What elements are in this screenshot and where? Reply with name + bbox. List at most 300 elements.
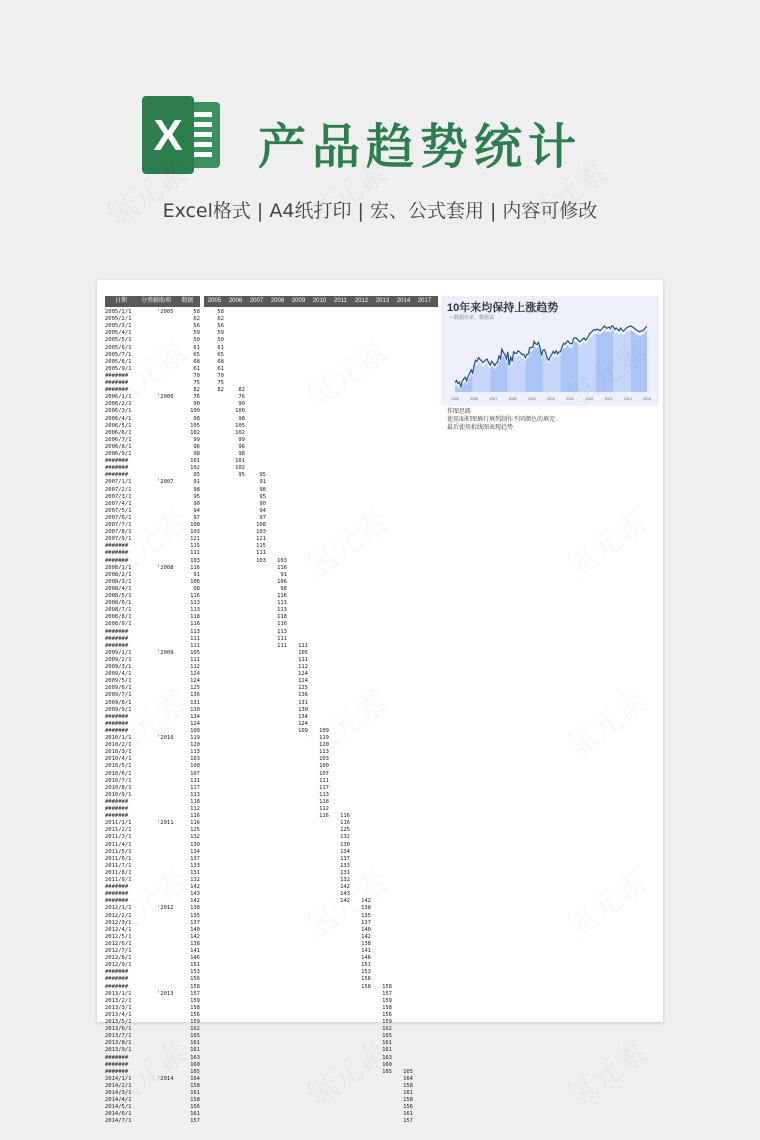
cell-date: 2013/5/1 — [105, 1019, 132, 1025]
cell-date: 2008/8/1 — [105, 614, 132, 621]
cell-date: 2010/9/1 — [105, 791, 132, 798]
cell-date: 2009/4/1 — [105, 671, 132, 678]
x-tick-label: 2010 — [547, 397, 555, 401]
cell-year-value: 164 — [403, 1075, 413, 1082]
cell-year-value: 107 — [319, 770, 329, 777]
table-row — [105, 976, 435, 983]
cell-value: 111 — [190, 635, 200, 642]
cell-date: 2011/1/1 — [105, 820, 132, 827]
cell-year-value: 160 — [382, 1061, 392, 1068]
cell-value: 116 — [190, 621, 200, 628]
cell-year-value: 113 — [319, 791, 329, 798]
cell-value: 132 — [190, 834, 200, 841]
cell-date: 2007/1/1 — [105, 479, 132, 486]
cell-date: ####### — [105, 635, 129, 642]
cell-value: 143 — [190, 891, 200, 898]
left-header-bar — [105, 296, 200, 307]
cell-year-value: 133 — [340, 862, 350, 869]
cell-value: 158 — [190, 1004, 200, 1011]
table-row — [105, 905, 435, 912]
cell-date: 2010/1/1 — [105, 735, 132, 741]
x-tick-label: 2009 — [527, 397, 536, 401]
cell-year-value: 116 — [340, 813, 350, 820]
cell-date: ####### — [105, 727, 129, 734]
cell-year-value: 96 — [238, 443, 245, 450]
year-header-cell: 2014 — [396, 298, 411, 304]
cell-category: '2014 — [157, 1075, 174, 1082]
cell-date: 2013/7/1 — [105, 1033, 132, 1040]
cell-year-value: 109 — [298, 727, 308, 734]
cell-value: 95 — [193, 472, 200, 479]
table-row — [105, 962, 435, 969]
chart-title: 10年来均保持上涨趋势 — [447, 302, 559, 314]
table-row — [105, 671, 435, 678]
cell-year-value: 108 — [256, 522, 266, 528]
cell-date: ####### — [105, 380, 129, 386]
table-row — [105, 827, 435, 834]
cell-value: 62 — [193, 316, 200, 323]
x-tick-label: 2011 — [566, 397, 574, 401]
year-header-cell: 2005 — [207, 298, 222, 304]
cell-year-value: 90 — [259, 500, 266, 507]
table-row — [105, 763, 435, 770]
cell-value: 161 — [190, 1090, 200, 1096]
cell-date: 2010/8/1 — [105, 784, 132, 791]
cell-value: 156 — [190, 1104, 200, 1111]
cell-date: 2014/5/1 — [105, 1104, 132, 1111]
cell-value: 158 — [190, 983, 200, 990]
cell-value: 111 — [190, 642, 200, 649]
table-row — [105, 849, 435, 856]
cell-value: 105 — [190, 649, 200, 656]
cell-value: 158 — [190, 1097, 200, 1104]
cell-date: 2013/2/1 — [105, 997, 132, 1004]
cell-value: 75 — [193, 380, 200, 386]
cell-date: 2006/2/1 — [105, 401, 132, 408]
table-row — [105, 714, 435, 721]
cell-date: 2011/5/1 — [105, 848, 132, 855]
cell-date: 2008/1/1 — [105, 564, 132, 571]
table-row — [105, 650, 435, 657]
cell-date: 2006/3/1 — [105, 408, 132, 415]
cell-value: 165 — [190, 1033, 200, 1040]
cell-date: 2008/6/1 — [105, 600, 132, 607]
cell-category: '2007 — [157, 479, 174, 486]
cell-value: 161 — [190, 1047, 200, 1054]
cell-date: ####### — [105, 550, 129, 557]
cell-date: ####### — [105, 1068, 129, 1075]
cell-value: 97 — [193, 514, 200, 521]
cell-year-value: 161 — [403, 1111, 413, 1118]
table-row — [105, 330, 435, 337]
table-row — [105, 1118, 435, 1125]
excel-logo-icon — [140, 96, 224, 174]
cell-date: 2008/5/1 — [105, 593, 132, 599]
cell-value: 99 — [193, 436, 200, 443]
cell-year-value: 142 — [340, 884, 350, 891]
cell-year-value: 70 — [217, 372, 224, 379]
table-row — [105, 416, 435, 423]
area-band — [613, 330, 631, 392]
cell-date: 2008/3/1 — [105, 578, 132, 585]
table-row — [105, 408, 435, 415]
x-tick-label: 2013 — [604, 397, 613, 401]
cell-date: 2009/8/1 — [105, 699, 132, 706]
cell-year-value: 61 — [217, 344, 224, 351]
cell-value: 124 — [190, 671, 200, 678]
x-tick-label: 2006 — [470, 397, 479, 401]
table-row — [105, 1047, 435, 1054]
cell-year-value: 153 — [361, 969, 371, 976]
table-row — [105, 1026, 435, 1033]
cell-category: '2006 — [157, 394, 174, 401]
cell-year-value: 111 — [277, 635, 287, 642]
cell-year-value: 91 — [280, 571, 287, 578]
cell-value: 162 — [190, 1026, 200, 1033]
cell-value: 61 — [193, 344, 200, 351]
area-band — [631, 330, 647, 392]
cell-date: 2009/9/1 — [105, 706, 132, 713]
table-row — [105, 692, 435, 699]
cell-year-value: 113 — [277, 607, 287, 614]
cell-date: 2010/4/1 — [105, 756, 132, 763]
cell-year-value: 135 — [361, 912, 371, 919]
cell-year-value: 124 — [298, 720, 308, 727]
table-row — [105, 806, 435, 813]
cell-year-value: 118 — [277, 614, 287, 621]
table-row — [105, 366, 435, 373]
cell-year-value: 115 — [256, 543, 266, 550]
cell-value: 103 — [190, 529, 200, 536]
table-row — [105, 927, 435, 934]
cell-value: 76 — [193, 394, 200, 401]
cell-date: ####### — [105, 891, 129, 898]
cell-year-value: 165 — [382, 1068, 392, 1075]
table-row — [105, 373, 435, 380]
table-row — [105, 536, 435, 543]
cell-year-value: 103 — [256, 557, 266, 564]
cell-date: 2012/5/1 — [105, 933, 132, 940]
cell-date: 2007/9/1 — [105, 536, 132, 543]
cell-value: 130 — [190, 841, 200, 848]
cell-value: 131 — [190, 699, 200, 706]
cell-value: 118 — [190, 614, 200, 621]
table-row — [105, 742, 435, 749]
cell-year-value: 95 — [238, 472, 245, 479]
cell-year-value: 82 — [217, 387, 224, 394]
cell-date: 2011/6/1 — [105, 855, 132, 862]
table-row — [105, 863, 435, 870]
cell-value: 142 — [190, 898, 200, 905]
cell-value: 159 — [190, 1019, 200, 1025]
table-row — [105, 629, 435, 636]
cell-value: 125 — [190, 827, 200, 834]
table-row — [105, 394, 435, 401]
cell-date: 2012/7/1 — [105, 948, 132, 954]
cell-value: 98 — [193, 486, 200, 493]
cell-date: 2006/7/1 — [105, 436, 132, 443]
table-row — [105, 401, 435, 408]
year-header-bar — [204, 296, 438, 307]
notes-line-3: 最后使用折线图表现趋势 — [447, 425, 514, 431]
table-row — [105, 700, 435, 707]
cell-year-value: 157 — [382, 990, 392, 997]
table-row — [105, 685, 435, 692]
cell-value: 103 — [190, 557, 200, 564]
cell-date: ####### — [105, 557, 129, 564]
year-header-cell: 2007 — [249, 298, 264, 304]
cell-year-value: 151 — [361, 962, 371, 969]
cell-date: 2013/3/1 — [105, 1004, 132, 1011]
cell-category: '2008 — [157, 564, 174, 571]
cell-value: 100 — [190, 408, 200, 415]
cell-year-value: 156 — [403, 1104, 413, 1111]
cell-year-value: 116 — [277, 564, 287, 571]
cell-value: 90 — [193, 401, 200, 408]
cell-value: 115 — [190, 543, 200, 550]
cell-date: 2009/1/1 — [105, 649, 132, 656]
cell-value: 138 — [190, 940, 200, 947]
table-row — [105, 437, 435, 444]
cell-year-value: 138 — [361, 940, 371, 947]
cell-year-value: 90 — [238, 401, 245, 408]
cell-year-value: 103 — [277, 557, 287, 564]
notes-line-2: 使用面积图填行填列制作不同颜色的填充 — [447, 417, 556, 423]
cell-year-value: 103 — [256, 529, 266, 536]
cell-date: 2011/2/1 — [105, 827, 132, 834]
cell-value: 163 — [190, 1054, 200, 1061]
cell-date: ####### — [105, 465, 129, 472]
cell-year-value: 132 — [340, 877, 350, 883]
cell-date: 2007/7/1 — [105, 522, 132, 528]
table-row — [105, 309, 435, 316]
table-row — [105, 678, 435, 685]
table-row — [105, 515, 435, 522]
cell-value: 65 — [193, 351, 200, 358]
cell-year-value: 50 — [217, 337, 224, 344]
cell-year-value: 111 — [277, 642, 287, 649]
table-row — [105, 1090, 435, 1097]
cell-value: 112 — [190, 806, 200, 812]
area-band — [525, 345, 543, 392]
table-row — [105, 458, 435, 465]
cell-date: 2005/2/1 — [105, 316, 132, 323]
cell-date: 2009/2/1 — [105, 656, 132, 663]
table-row — [105, 991, 435, 998]
table-row — [105, 614, 435, 621]
cell-year-value: 141 — [361, 948, 371, 954]
cell-year-value: 106 — [277, 578, 287, 585]
table-row — [105, 792, 435, 799]
table-row — [105, 984, 435, 991]
cell-value: 116 — [190, 820, 200, 827]
cell-year-value: 112 — [298, 664, 308, 670]
cell-date: ####### — [105, 628, 129, 635]
table-row — [105, 579, 435, 586]
table-row — [105, 479, 435, 486]
cell-value: 142 — [190, 884, 200, 891]
cell-year-value: 156 — [382, 1011, 392, 1018]
cell-value: 133 — [190, 862, 200, 869]
table-row — [105, 657, 435, 664]
cell-year-value: 75 — [217, 380, 224, 386]
year-header-cell: 2017 — [417, 298, 432, 304]
table-row — [105, 1055, 435, 1062]
table-row — [105, 664, 435, 671]
cell-date: 2011/4/1 — [105, 841, 132, 848]
cell-value: 100 — [190, 763, 200, 770]
table-row — [105, 749, 435, 756]
cell-category: '2013 — [157, 990, 174, 997]
table-row — [105, 721, 435, 728]
cell-date: 2012/2/1 — [105, 912, 132, 919]
x-tick-label: 2007 — [489, 397, 498, 401]
table-row — [105, 550, 435, 557]
cell-date: ####### — [105, 472, 129, 479]
cell-year-value: 103 — [319, 756, 329, 763]
cell-date: ####### — [105, 983, 129, 990]
cell-year-value: 99 — [238, 436, 245, 443]
year-header-cell: 2006 — [228, 298, 243, 304]
cell-date: ####### — [105, 969, 129, 976]
cell-year-value: 118 — [319, 798, 329, 805]
cell-date: 2005/5/1 — [105, 337, 132, 344]
table-row — [105, 834, 435, 841]
cell-year-value: 62 — [217, 316, 224, 323]
table-row — [105, 316, 435, 323]
year-header-cell: 2013 — [375, 298, 390, 304]
cell-year-value: 102 — [235, 465, 245, 472]
trend-chart — [441, 296, 659, 406]
cell-value: 103 — [190, 756, 200, 763]
cell-date: 2011/8/1 — [105, 869, 132, 876]
cell-year-value: 156 — [361, 976, 371, 983]
cell-value: 134 — [190, 848, 200, 855]
table-row — [105, 735, 435, 742]
cell-date: 2013/4/1 — [105, 1011, 132, 1018]
table-row — [105, 607, 435, 614]
table-row — [105, 898, 435, 905]
cell-value: 157 — [190, 1118, 200, 1125]
table-row — [105, 1012, 435, 1019]
page-title: 产品趋势统计 — [258, 119, 583, 175]
table-row — [105, 565, 435, 572]
cell-year-value: 98 — [280, 585, 287, 592]
cell-year-value: 82 — [238, 387, 245, 394]
cell-value: 56 — [193, 323, 200, 330]
cell-year-value: 76 — [238, 394, 245, 401]
cell-year-value: 56 — [217, 323, 224, 330]
cell-value: 108 — [190, 522, 200, 528]
cell-year-value: 116 — [277, 593, 287, 599]
cell-value: 102 — [190, 429, 200, 436]
cell-year-value: 105 — [235, 422, 245, 429]
table-row — [105, 508, 435, 515]
cell-date: 2010/2/1 — [105, 742, 132, 749]
cell-date: ####### — [105, 884, 129, 891]
cell-value: 119 — [190, 735, 200, 741]
cell-value: 61 — [193, 365, 200, 372]
cell-year-value: 59 — [217, 330, 224, 337]
cell-value: 156 — [190, 1011, 200, 1018]
table-row — [105, 1005, 435, 1012]
cell-date: 2006/4/1 — [105, 415, 132, 422]
cell-date: 2008/9/1 — [105, 621, 132, 628]
cell-year-value: 116 — [277, 621, 287, 628]
area-band — [596, 330, 614, 392]
cell-value: 164 — [190, 1075, 200, 1082]
cell-year-value: 125 — [298, 685, 308, 692]
cell-value: 146 — [190, 955, 200, 962]
cell-value: 111 — [190, 550, 200, 557]
table-row — [105, 877, 435, 884]
cell-year-value: 109 — [319, 727, 329, 734]
cell-year-value: 142 — [361, 898, 371, 905]
cell-value: 137 — [190, 855, 200, 862]
cell-year-value: 159 — [382, 1019, 392, 1025]
cell-year-value: 142 — [361, 933, 371, 940]
cell-category: '2009 — [157, 649, 174, 656]
table-row — [105, 941, 435, 948]
cell-value: 159 — [190, 997, 200, 1004]
table-row — [105, 771, 435, 778]
cell-date: 2014/6/1 — [105, 1111, 132, 1118]
table-row — [105, 529, 435, 536]
cell-year-value: 136 — [298, 692, 308, 699]
cell-date: ####### — [105, 713, 129, 720]
cell-date: 2009/6/1 — [105, 685, 132, 692]
cell-value: 156 — [190, 976, 200, 983]
cell-date: 2007/6/1 — [105, 514, 132, 521]
cell-date: ####### — [105, 543, 129, 550]
cell-year-value: 121 — [256, 536, 266, 543]
table-row — [105, 323, 435, 330]
cell-year-value: 116 — [319, 813, 329, 820]
cell-date: ####### — [105, 458, 129, 465]
cell-date: ####### — [105, 976, 129, 983]
cell-value: 98 — [193, 585, 200, 592]
table-row — [105, 1097, 435, 1104]
cell-date: 2014/3/1 — [105, 1090, 132, 1096]
table-row — [105, 1062, 435, 1069]
table-row — [105, 891, 435, 898]
cell-date: ####### — [105, 642, 129, 649]
cell-date: ####### — [105, 798, 129, 805]
table-row — [105, 444, 435, 451]
cell-year-value: 157 — [403, 1118, 413, 1125]
table-row — [105, 1076, 435, 1083]
cell-value: 140 — [190, 926, 200, 933]
table-row — [105, 451, 435, 458]
chart-plot — [441, 296, 659, 406]
cell-date: 2010/6/1 — [105, 770, 132, 777]
cell-year-value: 130 — [340, 841, 350, 848]
cell-value: 131 — [190, 869, 200, 876]
x-tick-label: 2012 — [585, 397, 594, 401]
table-row — [105, 600, 435, 607]
cell-date: 2009/3/1 — [105, 664, 132, 670]
table-row — [105, 813, 435, 820]
cell-date: 2006/1/1 — [105, 394, 132, 401]
cell-year-value: 142 — [340, 898, 350, 905]
cell-year-value: 158 — [403, 1082, 413, 1089]
cell-year-value: 143 — [340, 891, 350, 898]
cell-year-value: 101 — [235, 458, 245, 465]
cell-value: 98 — [193, 451, 200, 457]
cell-value: 160 — [190, 1061, 200, 1068]
table-row — [105, 998, 435, 1005]
cell-year-value: 100 — [235, 408, 245, 415]
